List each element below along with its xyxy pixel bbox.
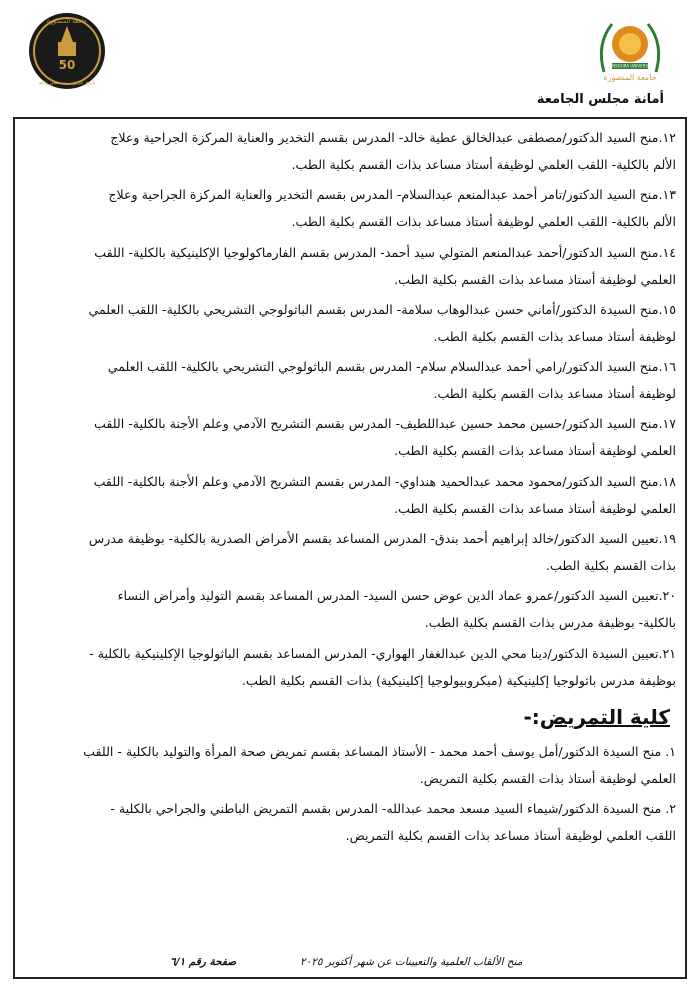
list-item: ١٦.منح السيد الدكتور/رامي أحمد عبدالسلام سلام- المدرس بقسم الباثولوجي التشريحي بالكلية- اللقب العلمي لوظيفة أستاذ مساعد بذات القسم بكلية الطب.: [107, 359, 676, 402]
footer-title: منح الألقاب العلمية والتعيينات عن شهر أكتوبر ٢٠٢٥: [300, 956, 523, 968]
council-title: أمانة مجلس الجامعة: [536, 92, 664, 107]
list-item: ١٢.منح السيد الدكتور/مصطفى عبدالخالق عطية خالد- المدرس بقسم التخدير والعناية المركزة الجراحية وعلاج الألم بالكلية- اللقب العلمي لوظيفة أستاذ مساعد بذات القسم بكلية الطب.: [110, 130, 676, 172]
decisions-body: [24, 124, 676, 852]
list-item: ١٨.منح السيد الدكتور/محمود محمد عبدالحميد هنداوي- المدرس بقسم التشريح الآدمي وعلم الأجنة بالكلية- اللقب العلمي لوظيفة أستاذ مساعد بذات القسم بكلية الطب.: [93, 473, 676, 516]
list-item: ١٧.منح السيد الدكتور/حسين محمد حسين عبداللطيف- المدرس بقسم التشريح الآدمي وعلم الأجنة بالكلية- اللقب العلمي لوظيفة أستاذ مساعد بذات القسم بكلية الطب.: [94, 416, 676, 459]
svg-text:MANSOURA UNIVERSITY: MANSOURA UNIVERSITY: [605, 63, 655, 69]
list-item: ٢. منح السيدة الدكتور/شيماء السيد مسعد محمد عبدالله- المدرس بقسم التمريض الباطني والجراحي بالكلية - اللقب العلمي لوظيفة أستاذ مساعد بذات القسم بكلية التمريض.: [110, 800, 676, 843]
anniversary-logo: [28, 12, 106, 90]
page-number: صفحة رقم ٦/١: [170, 956, 237, 968]
list-item: ١٥.منح السيدة الدكتور/أماني حسن عبدالوهاب سلامة- المدرس بقسم الباثولوجي التشريحي بالكلية- اللقب العلمي لوظيفة أستاذ مساعد بذات القسم بكلية الطب.: [88, 301, 676, 344]
anniversary-number: 50: [58, 58, 76, 72]
list-item: ١٣.منح السيد الدكتور/تامر أحمد عبدالمنعم عبدالسلام- المدرس بقسم التخدير والعناية المركزة الجراحية وعلاج الألم بالكلية- اللقب العلمي لوظيفة أستاذ مساعد بذات القسم بكلية الطب.: [108, 187, 676, 230]
list-item: ١٩.تعيين السيد الدكتور/خالد إبراهيم أحمد بندق- المدرس المساعد بقسم الأمراض الصدرية بالكلية- بوظيفة مدرس بذات القسم بكلية الطب.: [88, 531, 676, 574]
section-heading-nursing: كلية التمريض:-: [523, 704, 670, 729]
svg-text:تاريخ عريق .. مستقبل واعد: تاريخ عريق .. مستقبل واعد: [38, 80, 96, 86]
list-item: ٢٠.تعيين السيد الدكتور/عمرو عماد الدين عوض حسن السيد- المدرس المساعد بقسم التوليد وأمراض النساء بالكلية- بوظيفة مدرس بذات القسم بكلية الطب.: [117, 588, 676, 631]
list-item: ١. منح السيدة الدكتور/أمل يوسف أحمد محمد - الأستاذ المساعد بقسم تمريض صحة المرأة والتوليد بالكلية - اللقب العلمي لوظيفة أستاذ بذات القسم بكلية التمريض.: [83, 743, 676, 786]
university-logo: [592, 14, 668, 86]
list-item: ٢١.تعيين السيدة الدكتور/دينا محي الدين عبدالغفار الهواري- المدرس المساعد بقسم الباثولوجيا الإكلينيكية بالكلية - بوظيفة مدرس باثولوجيا إكلينيكية (ميكروبيولوجيا إكلينيكية) بذات القسم بكلية الطب.: [89, 645, 676, 688]
svg-text:جامعة المنصورة: جامعة المنصورة: [603, 73, 657, 82]
list-item: ١٤.منح السيد الدكتور/أحمد عبدالمنعم المتولي سيد أحمد- المدرس بقسم الفارماكولوجيا الإكلينيكية بالكلية- اللقب العلمي لوظيفة أستاذ مساعد بذات القسم بكلية الطب.: [94, 244, 676, 287]
svg-text:جامعة المنصورة: جامعة المنصورة: [47, 18, 87, 25]
